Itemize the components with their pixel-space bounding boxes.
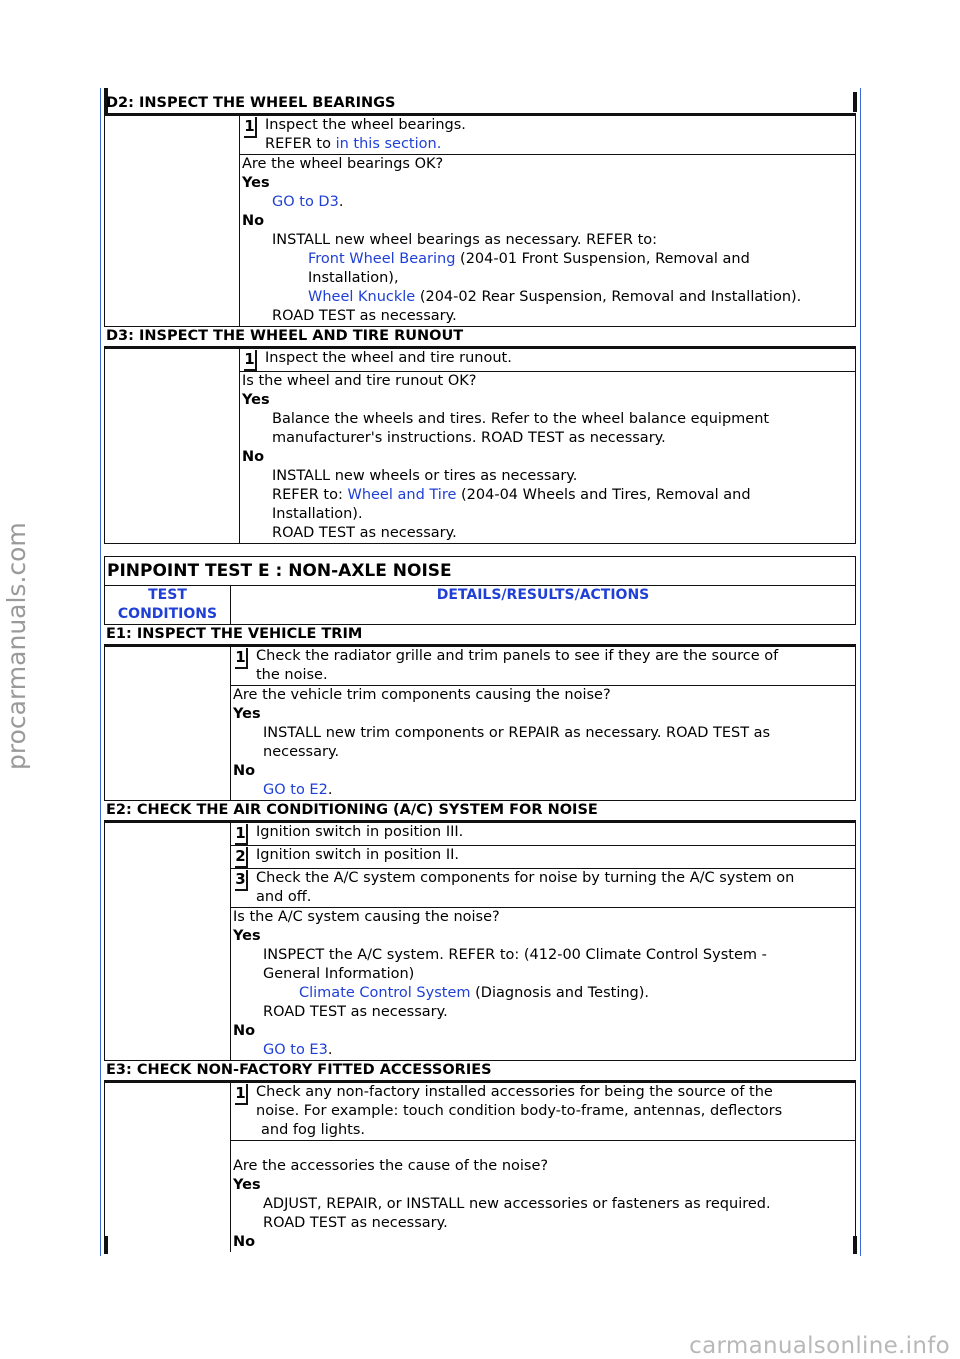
e2-go-to-e3-link[interactable]: GO to E3 [263, 1042, 328, 1058]
wheel-knuckle-link[interactable]: Wheel Knuckle [308, 289, 416, 305]
d2-no-link1-suffix: (204-01 Front Suspension, Removal and [460, 251, 750, 267]
d3-no-line3: Installation). [272, 506, 363, 522]
d3-result-cell [240, 372, 856, 544]
d3-no-last: ROAD TEST as necessary. [272, 525, 457, 541]
e1-step1-line2: the noise. [256, 667, 328, 683]
e2-step-2 [233, 846, 853, 868]
d2-in-this-section-link[interactable]: in this section. [335, 136, 442, 152]
e2-step3-cell [231, 869, 856, 908]
punct: . [338, 194, 344, 210]
e1-step-1 [233, 647, 853, 685]
e1-step-cell [231, 647, 856, 686]
col1-line2: CONDITIONS [117, 606, 218, 622]
e2-yes-line2: General Information) [263, 966, 415, 982]
e3-yes-line2: ROAD TEST as necessary. [263, 1215, 448, 1231]
e-title-table [104, 556, 856, 625]
e2-table [104, 822, 856, 1061]
e2-step2-text: Ignition switch in position II. [256, 847, 460, 863]
e1-question: Are the vehicle trim components causing the noise? [233, 687, 611, 703]
d2-result-cell [240, 155, 856, 327]
d3-header: D3: INSPECT THE WHEEL AND TIRE RUNOUT [104, 327, 856, 348]
e2-yes-label: Yes [233, 928, 261, 944]
e2-no-label: No [233, 1023, 256, 1039]
d3-table [104, 348, 856, 544]
e3-table [104, 1082, 856, 1252]
e2-step1-cell [231, 823, 856, 846]
e3-yes-line1: ADJUST, REPAIR, or INSTALL new accessories or fasteners as required. [263, 1196, 771, 1212]
e1-no-label: No [233, 763, 256, 779]
climate-control-system-link[interactable]: Climate Control System [299, 985, 471, 1001]
d3-conditions-cell [105, 349, 240, 544]
d2-yes-label: Yes [242, 175, 270, 191]
e3-header: E3: CHECK NON-FACTORY FITTED ACCESSORIES [104, 1061, 856, 1082]
right-margin-line [860, 88, 861, 1256]
e2-step3-line2: and off. [256, 889, 312, 905]
d3-step-1 [242, 349, 853, 371]
step-number: 1 [244, 350, 257, 371]
e3-conditions-cell [105, 1083, 231, 1253]
e3-yes-label: Yes [233, 1177, 261, 1193]
step-number: 1 [235, 824, 248, 845]
e2-yes-last: ROAD TEST as necessary. [263, 1004, 448, 1020]
d3-yes-line1: Balance the wheels and tires. Refer to the wheel balance equipment [272, 411, 770, 427]
d2-question: Are the wheel bearings OK? [242, 156, 444, 172]
section-e [104, 556, 856, 1252]
e1-header: E1: INSPECT THE VEHICLE TRIM [104, 625, 856, 646]
e2-yes-link-suffix: (Diagnosis and Testing). [475, 985, 650, 1001]
d2-no-line1: INSTALL new wheel bearings as necessary. REFER to: [272, 232, 658, 248]
d2-no-link2-suffix: (204-02 Rear Suspension, Removal and Installation). [419, 289, 802, 305]
step-number: 1 [235, 1084, 248, 1105]
punct: . [327, 782, 333, 798]
d2-step-1 [242, 116, 853, 154]
left-margin-line [100, 88, 101, 1256]
e3-question: Are the accessories the cause of the noise? [233, 1158, 549, 1174]
e2-step-3 [233, 869, 853, 907]
e2-step1-text: Ignition switch in position III. [256, 824, 464, 840]
d3-step-cell [240, 349, 856, 372]
d2-step1-text: Inspect the wheel bearings. [265, 117, 466, 133]
e1-yes-line2: necessary. [263, 744, 340, 760]
d3-no-link-suffix: (204-04 Wheels and Tires, Removal and [461, 487, 751, 503]
d3-no-line1: INSTALL new wheels or tires as necessary. [272, 468, 578, 484]
col-test-conditions [105, 586, 231, 625]
d3-yes-label: Yes [242, 392, 270, 408]
step-number: 1 [235, 648, 248, 669]
wheel-and-tire-link[interactable]: Wheel and Tire [347, 487, 457, 503]
pinpoint-test-e-title: PINPOINT TEST E : NON-AXLE NOISE [105, 557, 856, 586]
e2-conditions-cell [105, 823, 231, 1061]
d3-no-refer: REFER to: [272, 487, 343, 503]
d3-step1-text: Inspect the wheel and tire runout. [265, 350, 512, 366]
d3-question: Is the wheel and tire runout OK? [242, 373, 477, 389]
e2-yes-line1: INSPECT the A/C system. REFER to: (412-00 Climate Control System - [263, 947, 767, 963]
e1-yes-label: Yes [233, 706, 261, 722]
e2-step2-cell [231, 846, 856, 869]
e2-question: Is the A/C system causing the noise? [233, 909, 500, 925]
punct: . [327, 1042, 333, 1058]
e1-yes-line1: INSTALL new trim components or REPAIR as necessary. ROAD TEST as [263, 725, 771, 741]
d2-no-label: No [242, 213, 265, 229]
d2-step-cell [240, 116, 856, 155]
d2-header: D2: INSPECT THE WHEEL BEARINGS [104, 94, 856, 115]
e3-step1-line3: and fog lights. [261, 1122, 365, 1138]
e2-result-cell [231, 908, 856, 1061]
e3-step-1 [233, 1083, 853, 1121]
step-number: 3 [235, 870, 248, 891]
e1-conditions-cell [105, 647, 231, 801]
side-watermark: procarmanuals.com [2, 522, 31, 770]
e3-step1-line1: Check any non-factory installed accessories for being the source of the [256, 1084, 773, 1100]
d2-step1-refer: REFER to [265, 136, 331, 152]
e1-table [104, 646, 856, 801]
e2-header: E2: CHECK THE AIR CONDITIONING (A/C) SYSTEM FOR NOISE [104, 801, 856, 822]
d3-yes-line2: manufacturer's instructions. ROAD TEST as necessary. [272, 430, 666, 446]
e1-step1-line1: Check the radiator grille and trim panels to see if they are the source of [256, 648, 779, 664]
front-wheel-bearing-link[interactable]: Front Wheel Bearing [308, 251, 456, 267]
bottom-watermark: carmanualsonline.info [689, 1333, 950, 1359]
e2-step-1 [233, 823, 853, 845]
e2-step3-line1: Check the A/C system components for noise by turning the A/C system on [256, 870, 795, 886]
d2-conditions-cell [105, 116, 240, 327]
d2-table [104, 115, 856, 327]
col-details-results-actions: DETAILS/RESULTS/ACTIONS [231, 586, 856, 625]
d2-go-to-d3-link[interactable]: GO to D3 [272, 194, 339, 210]
d2-no-last: ROAD TEST as necessary. [272, 308, 457, 324]
step-number: 1 [244, 117, 257, 138]
col1-line1: TEST [148, 587, 187, 603]
e3-step1-line2: noise. For example: touch condition body-to-frame, antennas, deflectors [256, 1103, 783, 1119]
section-d [104, 94, 856, 544]
e1-go-to-e2-link[interactable]: GO to E2 [263, 782, 328, 798]
e1-result-cell [231, 686, 856, 801]
d3-no-label: No [242, 449, 265, 465]
step-number: 2 [235, 847, 248, 868]
e3-result-cell [231, 1141, 856, 1253]
d2-no-link1-suffix2: Installation), [308, 270, 399, 286]
e3-no-label: No [233, 1234, 256, 1250]
e3-step-cell [231, 1083, 856, 1141]
